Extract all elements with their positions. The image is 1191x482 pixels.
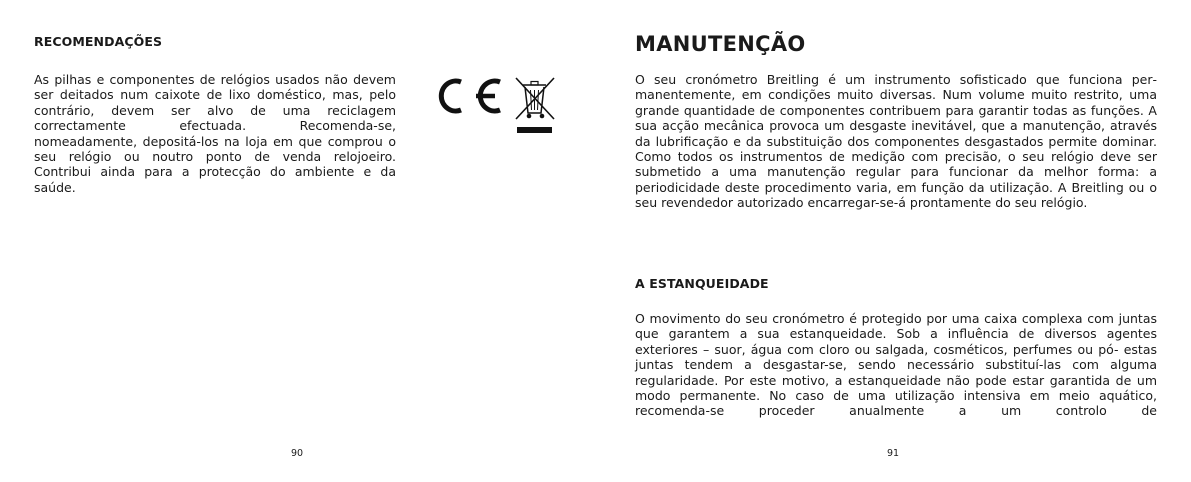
right-page — [596, 0, 1191, 482]
recommendations-paragraph: As pilhas e componentes de relógios usados não devem ser deitados num caixote de lixo doméstico, mas, pelo contrário, devem ser alvo de uma reciclagem correctamente efectuada. Recomenda-se, nomeadamente, depositá-los na loja em que comprou o seu relógio ou noutro ponto de venda relojoeiro. Contribui ainda para a protecção do ambiente e da saúde. — [34, 72, 396, 195]
maintenance-paragraph: O seu cronómetro Breitling é um instrumento sofisticado que funciona permanentemente, em condições muito diversas. Num volume muito restrito, uma grande quantidade de componentes contribuem para garantir todas as funções. A sua acção mecânica provoca um desgaste inevitável, que a manutenção, através da lubrificação e da substituição dos componentes desgastados permite dominar. Como todos os instrumentos de medição com precisão, o seu relógio deve ser submetido a uma manutenção regular para funcionar da melhor forma: a periodicidade deste procedimento varia, em função da utilização. A Breitling ou o seu revendedor autorizado encarregar-se-á prontamente do seu relógio. — [635, 72, 1157, 211]
water-resistance-paragraph: O movimento do seu cronómetro é protegido por uma caixa complexa com juntas que garantem a sua estanqueidade. Sob a influência de diversos agentes exteriores – suor, água com cloro ou salgada, cosméticos, perfumes ou pó- estas juntas tendem a desgastar-se, sendo necessário substituí-las com alguma regularidade. Por este motivo, a estanqueidade não pode estar garantida de um modo permanente. No caso de uma utilização intensiva em meio aquático, recomenda-se proceder anualmente a um controlo de — [635, 311, 1157, 419]
crossed-out-bin-icon — [516, 78, 554, 133]
left-page — [0, 0, 595, 482]
ce-weee-marks — [437, 74, 562, 138]
ce-mark-icon — [441, 81, 500, 111]
page-number-right: 91 — [887, 448, 900, 459]
water-resistance-heading: A ESTANQUEIDADE — [635, 276, 769, 291]
recommendations-heading: RECOMENDAÇÕES — [34, 34, 163, 49]
page-number-left: 90 — [291, 448, 304, 459]
maintenance-title: MANUTENÇÃO — [635, 32, 806, 56]
